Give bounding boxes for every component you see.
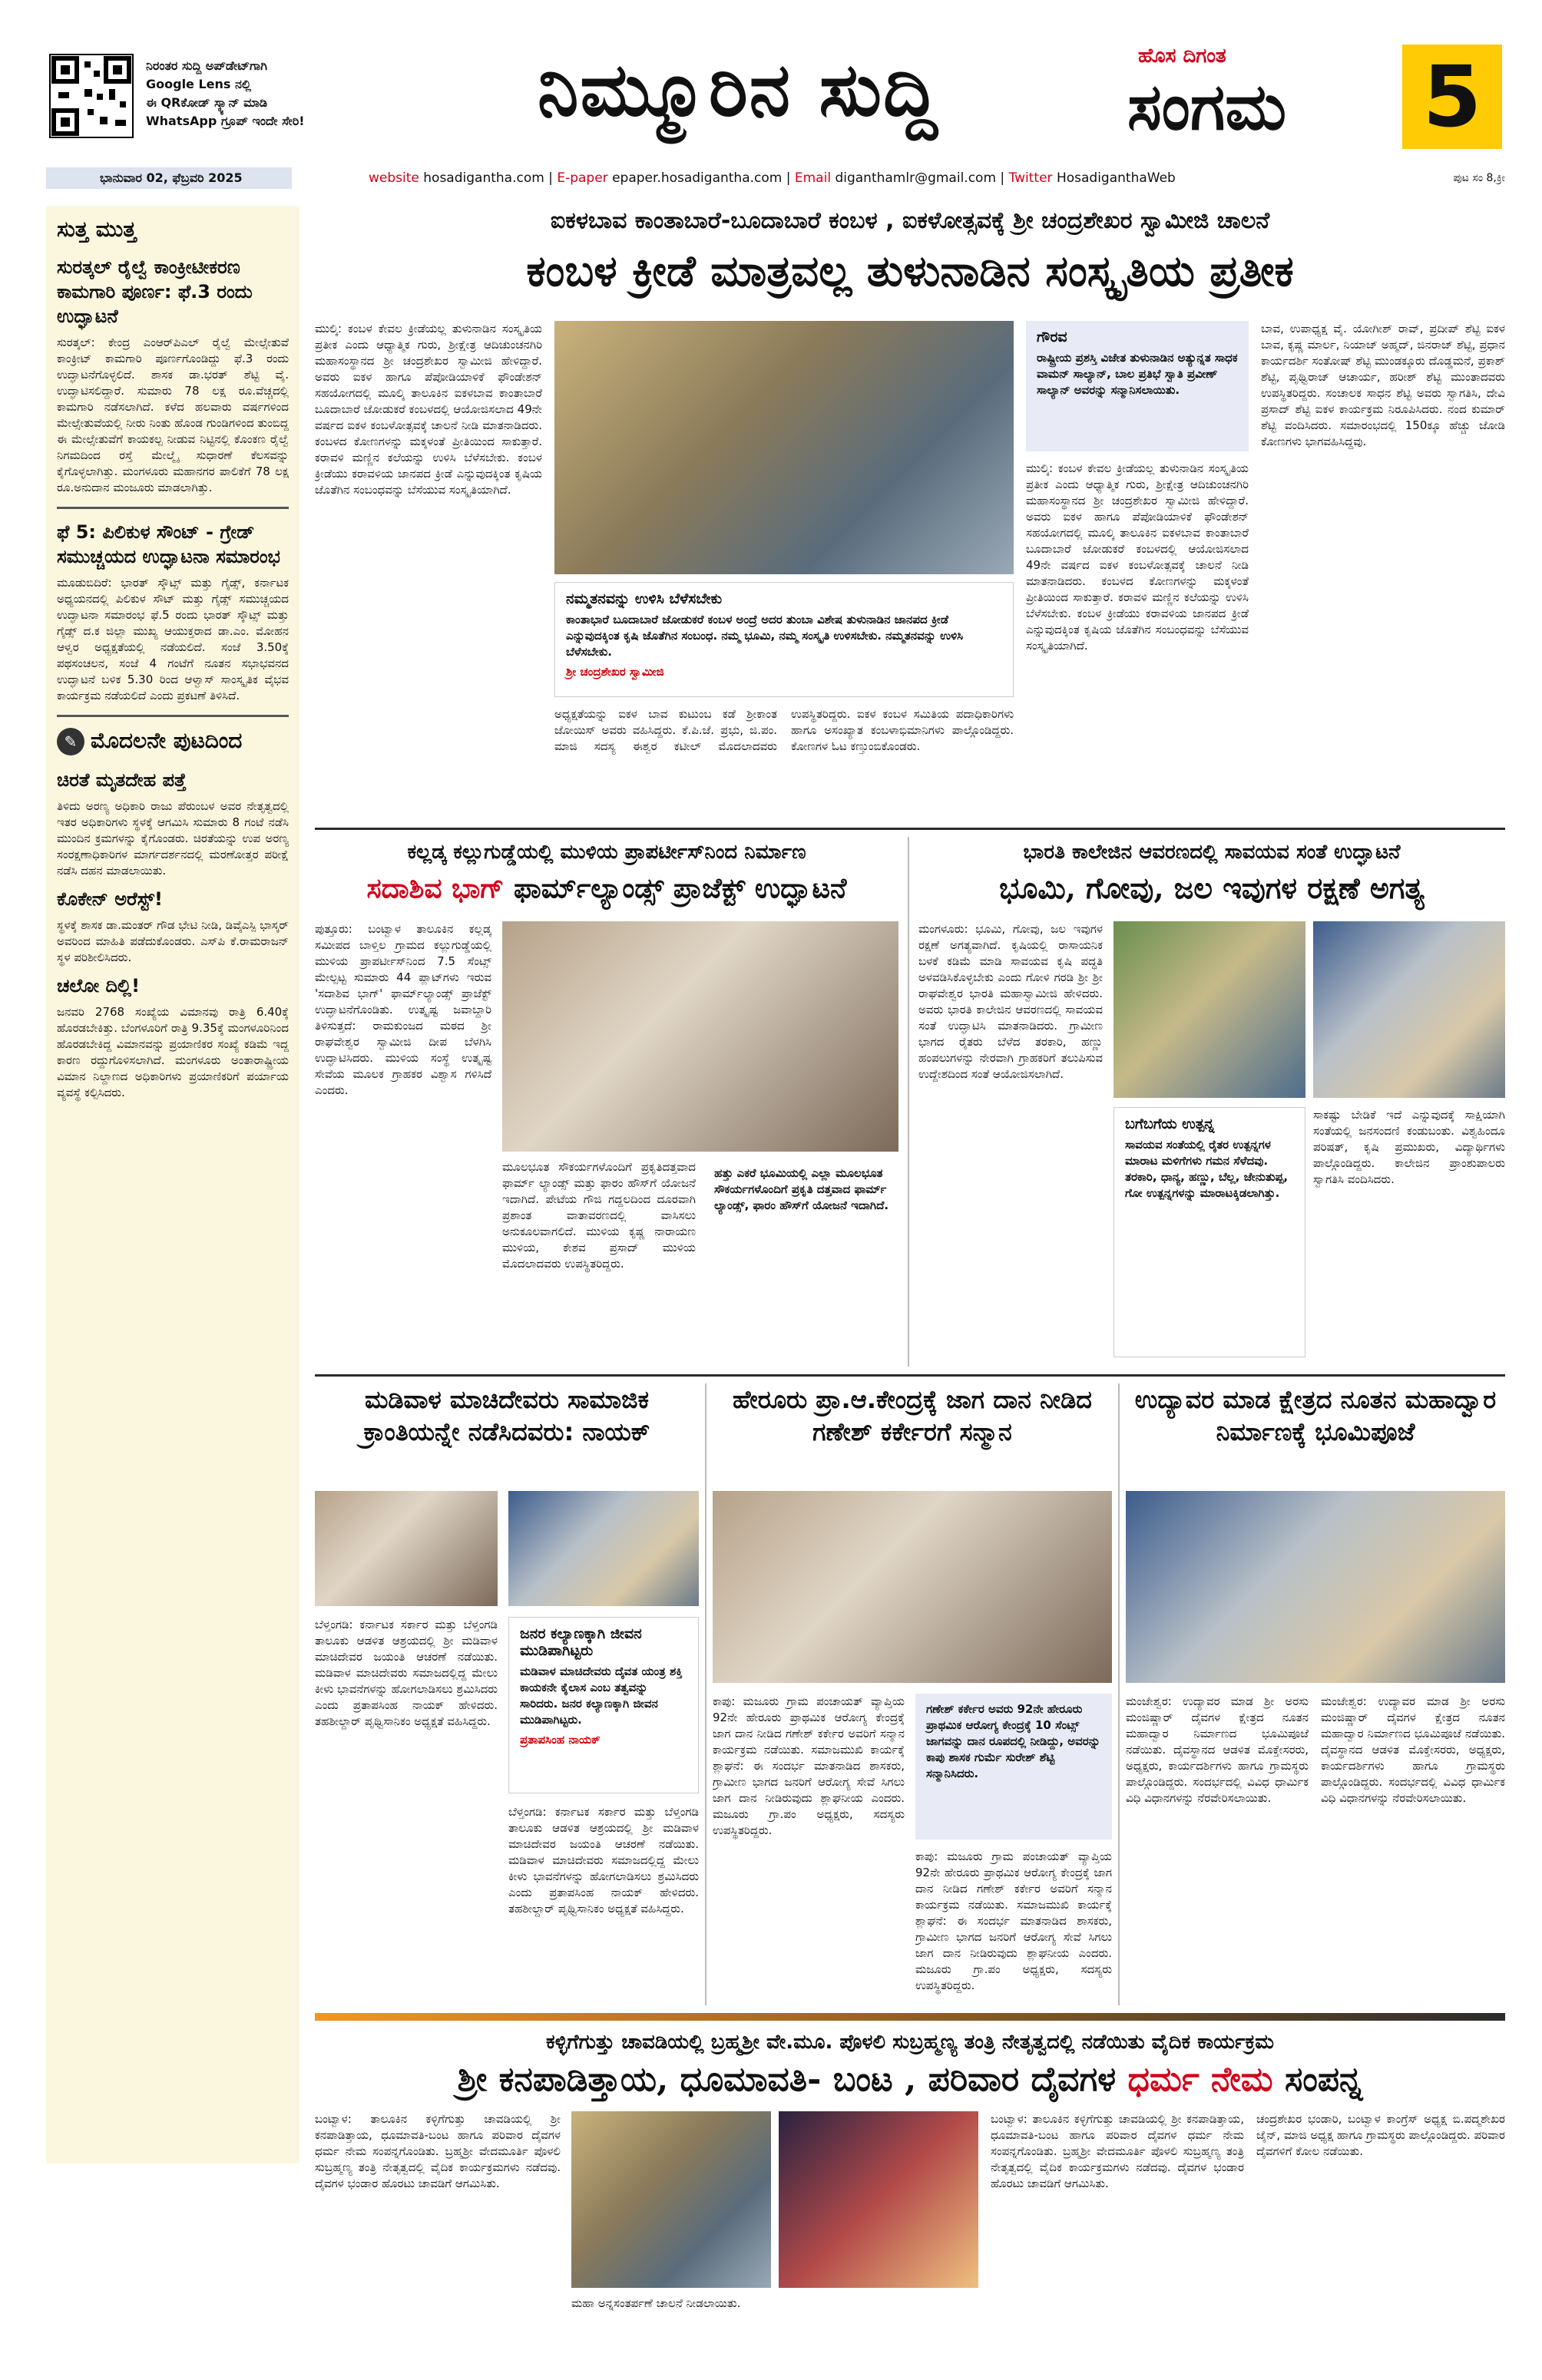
- promo-line: ನಿರಂತರ ಸುದ್ದಿ ಅಪ್‌ಡೇಟ್‌ಗಾಗಿ: [146, 58, 268, 73]
- article-body: ಬಂಟ್ವಾಳ: ತಾಲೂಕಿನ ಕಳ್ಳಿಗೆಗುತ್ತು ಚಾವಡಿಯಲ್ಲಿ ಶ್ರೀ ಕನಪಾಡಿತ್ತಾಯ, ಧೂಮಾವತಿ-ಬಂಟ ಹಾಗೂ ಪರಿವಾರ ದೈವಗಳ ಧರ್ಮ ನೇಮ ಸಂಪನ್ನಗೊಂಡಿತು. ಬ್ರಹ್ಮಶ್ರೀ ವೇದಮೂರ್ತಿ ಪೊಳಲಿ ಸುಬ್ರಹ್ಮಣ್ಯ ತಂತ್ರಿ ನೇತೃತ್ವದಲ್ಲಿ ವೈದಿಕ ಕಾರ್ಯಕ್ರಮಗಳು ನಡೆದವು. ದೈವಗಳ ಭಂಡಾರ ಹೊರಟು ಚಾವಡಿಗೆ ಆಗಮಿಸಿತು.: [315, 2112, 561, 2190]
- quote-author: ಪ್ರತಾಪಸಿಂಹ ನಾಯಕ್: [520, 1733, 601, 1747]
- promo-line: ಈ QRಕೋಡ್ ಸ್ಕ್ಯಾನ್ ಮಾಡಿ: [146, 95, 268, 110]
- headline: ಚಿರತೆ ಮೃತದೇಹ ಪತ್ತೆ: [57, 769, 187, 791]
- issue-date: ಭಾನುವಾರ 02, ಫೆಬ್ರವರಿ 2025: [46, 167, 292, 189]
- ritual-photo: [779, 2111, 978, 2288]
- box-body: ಗಣೇಶ್ ಕರ್ಕೇರ ಅವರು 92ನೇ ಹೇರೂರು ಪ್ರಾಥಮಿಕ ಆರೋಗ್ಯ ಕೇಂದ್ರಕ್ಕೆ 10 ಸೆಂಟ್ಸ್ ಜಾಗವನ್ನು ದಾನ ರೂಪದಲ್ಲಿ ನೀಡಿದ್ದು, ಅವರನ್ನು ಕಾಪು ಶಾಸಕ ಗುರ್ಮೆ ಸುರೇಶ್ ಶೆಟ್ಟಿ ಸನ್ಮಾನಿಸಿದರು.: [926, 1702, 1100, 1780]
- article-body: ಬಂಟ್ವಾಳ: ತಾಲೂಕಿನ ಕಳ್ಳಿಗೆಗುತ್ತು ಚಾವಡಿಯಲ್ಲಿ ಶ್ರೀ ಕನಪಾಡಿತ್ತಾಯ, ಧೂಮಾವತಿ-ಬಂಟ ಹಾಗೂ ಪರಿವಾರ ದೈವಗಳ ಧರ್ಮ ನೇಮ ಸಂಪನ್ನಗೊಂಡಿತು. ಬ್ರಹ್ಮಶ್ರೀ ವೇದಮೂರ್ತಿ ಪೊಳಲಿ ಸುಬ್ರಹ್ಮಣ್ಯ ತಂತ್ರಿ ನೇತೃತ್ವದಲ್ಲಿ ವೈದಿಕ ಕಾರ್ಯಕ್ರಮಗಳು ನಡೆದವು. ದೈವಗಳ ಭಂಡಾರ ಹೊರಟು ಚಾವಡಿಗೆ ಆಗಮಿಸಿತು.: [991, 2112, 1244, 2190]
- felicitation-photo: [713, 1491, 1112, 1683]
- divider: [705, 1383, 706, 2005]
- story-kicker: ಕಳ್ಳಿಗೆಗುತ್ತು ಚಾವಡಿಯಲ್ಲಿ ಬ್ರಹ್ಮಶ್ರೀ ವೇ.ಮೂ. ಪೊಳಲಿ ಸುಬ್ರಹ್ಮಣ್ಯ ತಂತ್ರಿ ನೇತೃತ್ವದಲ್ಲಿ ನಡೆಯಿತು ವೈದಿಕ ಕಾರ್ಯಕ್ರಮ: [545, 2031, 1275, 2054]
- divider: [1118, 1383, 1120, 2005]
- paper-title: ನಿಮ್ಮೂರಿನ ಸುದ್ದಿ: [538, 46, 939, 133]
- continued-title: [57, 728, 289, 755]
- brand-top: ಹೊಸ ದಿಗಂತ: [1138, 45, 1226, 68]
- quote-box: [508, 1617, 699, 1793]
- article-body: ಮುಲ್ಕಿ: ಕಂಬಳ ಕೇವಲ ಕ್ರೀಡೆಯಲ್ಲ ತುಳುನಾಡಿನ ಸಂಸ್ಕೃತಿಯ ಪ್ರತೀಕ ಎಂದು ಆಧ್ಯಾತ್ಮಿಕ ಗುರು, ಶ್ರೀಕ್ಷೇತ್ರ ಆದಿಚುಂಚನಗಿರಿ ಮಹಾಸಂಸ್ಥಾನದ ಶ್ರೀ ಚಂದ್ರಶೇಖರ ಸ್ವಾಮೀಜಿ ಹೇಳಿದ್ದಾರೆ. ಅವರು ಐಕಳ ಹಾಗೂ ಪೆಪೋಡಿಯಾಳಿಕೆ ಫೌಂಡೇಶನ್ ಸಹಯೋಗದಲ್ಲಿ ಮೂಲ್ಕಿ ತಾಲೂಕಿನ ಐಕಳಬಾವ ಕಾಂತಾಬಾರೆ ಬೂದಾಬಾರೆ ಜೋಡುಕರೆ ಕಂಬಳದಲ್ಲಿ ಆಯೋಜಿಸಲಾದ 49ನೇ ವರ್ಷದ ಐಕಳ ಕಂಬಳೋತ್ಸವಕ್ಕೆ ಚಾಲನೆ ನೀಡಿ ಮಾತನಾಡಿದರು. ಕಂಬಳದ ಕೋಣಗಳನ್ನು ಮಕ್ಕಳಂತೆ ಪ್ರೀತಿಯಿಂದ ಸಾಕುತ್ತಾರೆ. ಕರಾವಳಿ ಮಣ್ಣಿನ ಕಲೆಯನ್ನು ಉಳಿಸಿ ಬೆಳೆಸಬೇಕು. ಕಂಬಳ ಕ್ರೀಡೆಯು ಕರಾವಳಿಯ ಜಾನಪದ ಕ್ರೀಡೆ ಎನ್ನುವುದಕ್ಕಿಂತ ಕೃಷಿಯ ಜೊತೆಗಿನ ಸಂಬಂಧವನ್ನು ಬೆಸೆಯುವ ಸಂಸ್ಕೃತಿಯಾಗಿದೆ.: [1026, 461, 1249, 653]
- article-body: ಸ್ಥಳಕ್ಕೆ ಶಾಸಕ ಡಾ.ಮಂತರ್ ಗೌಡ ಭೇಟಿ ನೀಡಿ, ಡಿವೈಎಸ್ಪಿ ಭಾಸ್ಕರ್ ಅವರಿಂದ ಮಾಹಿತಿ ಪಡೆದುಕೊಂಡರು. ಎಸ್‌ಪಿ ಕೆ.ರಾಮರಾಜನ್ ಸ್ಥಳ ಪರಿಶೀಲಿಸಿದರು.: [57, 918, 289, 964]
- article-body: ಮೂಲಭೂತ ಸೌಕರ್ಯಗಳೊಂದಿಗೆ ಪ್ರಕೃತಿದತ್ತವಾದ ಫಾರ್ಮ್ ಲ್ಯಾಂಡ್ಸ್ ಮತ್ತು ಫಾರಂ ಹೌಸ್‌ಗೆ ಯೋಜನೆ ಇದಾಗಿದೆ. ಪೇಟೆಯ ಗೌಜಿ ಗದ್ದಲದಿಂದ ದೂರವಾಗಿ ಪ್ರಶಾಂತ ವಾತಾವರಣದಲ್ಲಿ ವಾಸಿಸಲು ಅನುಕೂಲವಾಗಲಿದೆ. ಮುಳಿಯ ಕೃಷ್ಣ ನಾರಾಯಣ ಮುಳಿಯ, ಕೇಶವ ಪ್ರಸಾದ್ ಮುಳಿಯ ಮೊದಲಾದವರು ಉಪಸ್ಥಿತರಿದ್ದರು.: [502, 1160, 696, 1271]
- contact-links: website hosadigantha.com | E-paper epaper.hosadigantha.com | Email diganthamlr@gmail.com | Twitter HosadiganthaWeb: [369, 170, 1176, 186]
- article-body: ಚಂದ್ರಶೇಖರ ಭಂಡಾರಿ, ಬಂಟ್ವಾಳ ಕಾಂಗ್ರೆಸ್ ಅಧ್ಯಕ್ಷ ಬಿ.ಪದ್ಮಶೇಖರ ಜೈನ್, ಮಾಜಿ ಅಧ್ಯಕ್ಷ ಹಾಗೂ ಗ್ರಾಮಸ್ಥರು ಪಾಲ್ಗೊಂಡಿದ್ದರು. ಪರಿವಾರ ದೈವಗಳಿಗೆ ಕೋಲ ನಡೆಯಿತು.: [1256, 2112, 1505, 2158]
- story-kicker: ಐಕಳಬಾವ ಕಾಂತಾಬಾರೆ-ಬೂದಾಬಾರೆ ಕಂಬಳ , ಐಕಳೋತ್ಸವಕ್ಕೆ ಶ್ರೀ ಚಂದ್ರಶೇಖರ ಸ್ವಾಮೀಜಿ ಚಾಲನೆ: [550, 207, 1270, 234]
- photo-caption: ಮಹಾ ಅನ್ನಸಂತರ್ಪಣೆ ಚಾಲನೆ ನೀಡಲಾಯಿತು.: [571, 2296, 741, 2310]
- headline: ಫೆ 5: ಪಿಲಿಕುಳ ಸೌಂಟ್ - ಗ್ರೇಡ್ ಸಮುಚ್ಚಯದ ಉದ್ಘಾಟನಾ ಸಮಾರಂಭ: [57, 521, 280, 567]
- bhoomipooja-photo: [1126, 1491, 1505, 1683]
- quote-box: [554, 582, 1014, 697]
- stall-photo: [1313, 921, 1505, 1098]
- headline: ಚಲೋ ದಿಲ್ಲಿ!: [57, 975, 141, 997]
- story-kicker: ಭಾರತಿ ಕಾಲೇಜಿನ ಆವರಣದಲ್ಲಿ ಸಾವಯವ ಸಂತೆ ಉದ್ಘಾಟನೆ: [1023, 841, 1401, 864]
- box-body: ಸಾವಯವ ಸಂತೆಯಲ್ಲಿ ರೈತರ ಉತ್ಪನ್ನಗಳ ಮಾರಾಟ ಮಳಿಗೆಗಳು ಗಮನ ಸೆಳೆದವು. ತರಕಾರಿ, ಧಾನ್ಯ, ಹಣ್ಣು, ಬೆಲ್ಲ, ಜೇನುತುಪ್ಪ, ಗೋ ಉತ್ಪನ್ನಗಳನ್ನು ಮಾರಾಟಕ್ಕಿಡಲಾಗಿತ್ತು.: [1125, 1138, 1289, 1200]
- quote-body: ಕಾಂತಾಭಾರೆ ಬೂದಾಬಾರೆ ಜೋಡುಕರೆ ಕಂಬಳ ಅಂದ್ರೆ ಅದರ ತುಂಬಾ ವಿಶೇಷ ತುಳುನಾಡಿನ ಜಾನಪದ ಕ್ರೀಡೆ ಎನ್ನುವುದಕ್ಕಿಂತ ಕೃಷಿ ಜೊತೆಗಿನ ಸಂಬಂಧ. ನಮ್ಮ ಭೂಮಿ, ನಮ್ಮ ಸಂಸ್ಕೃತಿ ಉಳಿಸಬೇಕು. ನಮ್ಮತನವನ್ನು ಉಳಿಸಿ ಬೆಳೆಸಬೇಕು.: [566, 613, 964, 659]
- story-kicker: ಕಲ್ಲಡ್ಕ ಕಲ್ಲುಗುಡ್ಡೆಯಲ್ಲಿ ಮುಳಿಯ ಪ್ರಾಪರ್ಟೀಸ್‌ನಿಂದ ನಿರ್ಮಾಣ: [407, 841, 806, 864]
- story-headline: ಉದ್ಯಾವರ ಮಾಡ ಕ್ಷೇತ್ರದ ನೂತನ ಮಹಾದ್ವಾರ ನಿರ್ಮಾಣಕ್ಕೆ ಭೂಮಿಪೂಜೆ: [1134, 1385, 1497, 1446]
- pencil-icon: ✎: [57, 728, 84, 755]
- article-body: ಮಂಜೇಶ್ವರ: ಉದ್ಯಾವರ ಮಾಡ ಶ್ರೀ ಅರಸು ಮಂಜಿಷ್ಣಾರ್ ದೈವಗಳ ಕ್ಷೇತ್ರದ ನೂತನ ಮಹಾದ್ವಾರ ನಿರ್ಮಾಣದ ಭೂಮಿಪೂಜೆ ನಡೆಯಿತು. ದೈವಸ್ಥಾನದ ಆಡಳಿತ ಮೊಕ್ತೇಸರರು, ಅಧ್ಯಕ್ಷರು, ಕಾರ್ಯದರ್ಶಿಗಳು ಹಾಗೂ ಗ್ರಾಮಸ್ಥರು ಪಾಲ್ಗೊಂಡಿದ್ದರು. ಸಂದರ್ಭದಲ್ಲಿ ವಿವಿಧ ಧಾರ್ಮಿಕ ವಿಧಿ ವಿಧಾನಗಳನ್ನು ನೆರವೇರಿಸಲಾಯಿತು.: [1126, 1694, 1309, 1805]
- heruru-story: [713, 1383, 1112, 2005]
- divider: [57, 507, 289, 509]
- article-body: ಸುರತ್ಕಲ್: ಕೇಂದ್ರ ಎಂಆರ್‌ಪಿಎಲ್ ರೈಲ್ವೆ ಮೇಲ್ಸೇತುವೆ ಕಾಂಕ್ರೀಟ್ ಕಾಮಗಾರಿ ಪೂರ್ಣಗೊಂಡಿದ್ದು ಫೆ.3 ರಂದು ಉದ್ಘಾಟನೆಗೊಳ್ಳಲಿದೆ. ಶಾಸಕ ಡಾ.ಭರತ್ ಶೆಟ್ಟಿ ವೈ. ಉದ್ಘಾಟಿಸಲಿದ್ದಾರೆ. ಸುಮಾರು 78 ಲಕ್ಷ ರೂ.ವೆಚ್ಚದಲ್ಲಿ ಕಾಮಗಾರಿ ನಡೆಸಲಾಗಿದೆ. ಕಳೆದ ಹಲವಾರು ವರ್ಷಗಳಿಂದ ಮೇಲ್ಸೇತುವೆಯಲ್ಲಿ ನೀರು ನಿಂತು ಹೊಂಡ ಗುಂಡಿಗಳಿಂದ ತುಂಬಿದ್ದ ಈ ಮೇಲ್ಸೇತುವೆಗೆ ಕಾಯಕಲ್ಪ ನೀಡುವ ನಿಟ್ಟಿನಲ್ಲಿ ಕೊಂಕಣ ರೈಲ್ವೆ ನಿಗಮದಿಂದ ರಸ್ತೆ ಮೇಲ್ಮೈ ಸುಧಾರಣೆ ಕೆಲಸವನ್ನು ಕೈಗೊಳ್ಳಲಾಗಿತ್ತು. ಮಂಗಳೂರು ಮಹಾನಗರ ಪಾಲಿಕೆಗೆ 78 ಲಕ್ಷ ರೂ.ಅನುದಾನ ಮಂಜೂರು ಮಾಡಲಾಗಿತ್ತು.: [57, 336, 289, 494]
- headline-highlight: ಸದಾಶಿವ ಭಾಗ್: [366, 872, 505, 904]
- article-body: ಬೆಳ್ತಂಗಡಿ: ಕರ್ನಾಟಕ ಸರ್ಕಾರ ಮತ್ತು ಬೆಳ್ತಂಗಡಿ ತಾಲೂಕು ಆಡಳಿತ ಆಶ್ರಯದಲ್ಲಿ ಶ್ರೀ ಮಡಿವಾಳ ಮಾಚಿದೇವರ ಜಯಂತಿ ಆಚರಣೆ ನಡೆಯಿತು. ಮಡಿವಾಳ ಮಾಚಿದೇವರು ಸಮಾಜದಲ್ಲಿದ್ದ ಮೇಲು ಕೀಳು ಭಾವನೆಗಳನ್ನು ಹೋಗಲಾಡಿಸಲು ಶ್ರಮಿಸಿದರು ಎಂದು ಪ್ರತಾಪಸಿಂಹ ನಾಯಕ್ ಹೇಳಿದರು. ತಹಶೀಲ್ದಾರ್ ಪೃಥ್ವಿಸಾನಿಕಂ ಅಧ್ಯಕ್ಷತೆ ವಹಿಸಿದ್ದರು.: [315, 1618, 498, 1728]
- story-headline: ಕಂಬಳ ಕ್ರೀಡೆ ಮಾತ್ರವಲ್ಲ ತುಳುನಾಡಿನ ಸಂಸ್ಕೃತಿಯ ಪ್ರತೀಕ: [526, 246, 1294, 296]
- box-title: ಗೌರವ: [1037, 329, 1067, 345]
- whatsapp-promo: [146, 57, 453, 131]
- qr-code-icon: [49, 54, 134, 138]
- divider: [315, 1374, 1505, 1377]
- products-box: [1113, 1107, 1305, 1357]
- quote-body: ಮಡಿವಾಳ ಮಾಚಿದೇವರು ದೈವತ ಯಂತ್ರ ಶಕ್ತಿ ಕಾಯಕನೇ ಕೈಲಾಸ ಎಂಬ ತತ್ವವನ್ನು ಸಾರಿದರು. ಜನರ ಕಲ್ಯಾಣಕ್ಕಾಗಿ ಜೀವನ ಮುಡಿಪಾಗಿಟ್ಟರು.: [520, 1664, 683, 1727]
- promo-line: WhatsApp ಗ್ರೂಪ್ ಇಂದೇ ಸೇರಿ!: [146, 114, 305, 128]
- story-headline: ಹೇರೂರು ಪ್ರಾ.ಆ.ಕೇಂದ್ರಕ್ಕೆ ಜಾಗ ದಾನ ನೀಡಿದ ಗಣೇಶ್ ಕರ್ಕೇರಗೆ ಸನ್ಮಾನ: [733, 1385, 1092, 1446]
- ritual-story: [315, 2027, 1505, 2365]
- main-story: [315, 206, 1505, 820]
- email-label: Email: [794, 170, 832, 186]
- college-story: [918, 837, 1505, 1367]
- box-title: ಬಗೆಬಗೆಯ ಉತ್ಪನ್ನ: [1125, 1116, 1215, 1132]
- event-photo: [315, 1491, 498, 1606]
- udyavar-story: [1126, 1383, 1505, 2005]
- brand-main: ಸಂಗಮ: [1127, 69, 1287, 144]
- divider: [57, 715, 289, 717]
- email-link[interactable]: diganthamlr@gmail.com: [835, 170, 997, 186]
- section-title: ಸುತ್ತ ಮುತ್ತ: [57, 217, 137, 242]
- story-headline: ಮಡಿವಾಳ ಮಾಚಿದೇವರು ಸಾಮಾಜಿಕ ಕ್ರಾಂತಿಯನ್ನೇ ನಡೆಸಿದವರು: ನಾಯಕ್: [363, 1385, 650, 1446]
- website-link[interactable]: hosadigantha.com: [423, 170, 544, 186]
- farmland-story: [315, 837, 898, 1367]
- article-body: ಸಾಕಷ್ಟು ಬೇಡಿಕೆ ಇದೆ ಎನ್ನುವುದಕ್ಕೆ ಸಾಕ್ಷಿಯಾಗಿ ಸಂತೆಯಲ್ಲಿ ಜನಸಂದಣಿ ಕಂಡುಬಂತು. ವಿಶ್ವಹಿಂದೂ ಪರಿಷತ್, ಕೃಷಿ ಪ್ರಮುಖರು, ವಿದ್ಯಾರ್ಥಿಗಳು ಪಾಲ್ಗೊಂಡಿದ್ದರು. ಕಾಲೇಜಿನ ಪ್ರಾಂಶುಪಾಲರು ಸ್ವಾಗತಿಸಿ ವಂದಿಸಿದರು.: [1313, 1108, 1505, 1186]
- ritual-photo: [571, 2111, 771, 2288]
- quote-author: ಶ್ರೀ ಚಂದ್ರಶೇಖರ ಸ್ವಾಮೀಜಿ: [566, 665, 664, 679]
- box-body: ರಾಷ್ಟ್ರೀಯ ಪ್ರಶಸ್ತಿ ವಿಜೇತ ತುಳುನಾಡಿನ ಅತ್ಯುನ್ನತ ಸಾಧಕ ವಾಮನ್ ಸಾಲ್ಯಾನ್, ಬಾಲ ಪ್ರತಿಭೆ ಸ್ವಾತಿ ಪ್ರವೀಣ್ ಸಾಲ್ಯಾನ್ ಅವರನ್ನು ಸನ್ಮಾನಿಸಲಾಯಿತು.: [1037, 351, 1238, 397]
- article-body: ಮೂಡುಬಿದಿರೆ: ಭಾರತ್ ಸ್ಕೌಟ್ಸ್ ಮತ್ತು ಗೈಡ್ಸ್, ಕರ್ನಾಟಕ ಅಧ್ಯಯನದಲ್ಲಿ ಪಿಲಿಕುಳ ಸೌಟ್ ಮತ್ತು ಗೈಡ್ಸ್ ಸಮುಚ್ಚಯದ ಉದ್ಘಾಟನಾ ಸಮಾರಂಭ ಫೆ.5 ರಂದು ಭಾರತ್ ಸ್ಕೌಟ್ಸ್ ಮತ್ತು ಗೈಡ್ಸ್ ದ.ಕ ಜಿಲ್ಲಾ ಮುಖ್ಯ ಆಯುಕ್ತರಾದ ಡಾ.ಎಂ. ಮೋಹನ ಆಳ್ವರ ಅಧ್ಯಕ್ಷತೆಯಲ್ಲಿ ನಡೆಯಲಿದೆ. ಸಂಜೆ 3.50ಕ್ಕೆ ಪಥಸಂಚಲನ, ಸಂಜೆ 4 ಗಂಟೆಗೆ ನೂತನ ಸಭಾಭವನದ ಉದ್ಘಾಟನೆ ಬಳಿಕ 5.30 ರಿಂದ ಆಳ್ವಾಸ್ ಸಾಂಸ್ಕೃತಿಕ ವೈಭವ ಕಾರ್ಯಕ್ರಮ ನಡೆಯಲಿದೆ ಎಂದು ಪ್ರಕಟಣೆ ತಿಳಿಸಿದೆ.: [57, 576, 289, 702]
- story-headline: [315, 2061, 1505, 2099]
- headline-highlight: ಧರ್ಮ ನೇಮ: [1127, 2060, 1273, 2099]
- headline: ಕೊಕೇನ್ ಅರೆಸ್ಟ್!: [57, 888, 163, 910]
- article-body: ಮುಲ್ಕಿ: ಕಂಬಳ ಕೇವಲ ಕ್ರೀಡೆಯಲ್ಲ ತುಳುನಾಡಿನ ಸಂಸ್ಕೃತಿಯ ಪ್ರತೀಕ ಎಂದು ಆಧ್ಯಾತ್ಮಿಕ ಗುರು, ಶ್ರೀಕ್ಷೇತ್ರ ಆದಿಚುಂಚನಗಿರಿ ಮಹಾಸಂಸ್ಥಾನದ ಶ್ರೀ ಚಂದ್ರಶೇಖರ ಸ್ವಾಮೀಜಿ ಹೇಳಿದ್ದಾರೆ. ಅವರು ಐಕಳ ಹಾಗೂ ಪೆಪೋಡಿಯಾಳಿಕೆ ಫೌಂಡೇಶನ್ ಸಹಯೋಗದಲ್ಲಿ ಮೂಲ್ಕಿ ತಾಲೂಕಿನ ಐಕಳಬಾವ ಕಾಂತಾಬಾರೆ ಬೂದಾಬಾರೆ ಜೋಡುಕರೆ ಕಂಬಳದಲ್ಲಿ ಆಯೋಜಿಸಲಾದ 49ನೇ ವರ್ಷದ ಐಕಳ ಕಂಬಳೋತ್ಸವಕ್ಕೆ ಚಾಲನೆ ನೀಡಿ ಮಾತನಾಡಿದರು. ಕಂಬಳದ ಕೋಣಗಳನ್ನು ಮಕ್ಕಳಂತೆ ಪ್ರೀತಿಯಿಂದ ಸಾಕುತ್ತಾರೆ. ಕರಾವಳಿ ಮಣ್ಣಿನ ಕಲೆಯನ್ನು ಉಳಿಸಿ ಬೆಳೆಸಬೇಕು. ಕಂಬಳ ಕ್ರೀಡೆಯು ಕರಾವಳಿಯ ಜಾನಪದ ಕ್ರೀಡೆ ಎನ್ನುವುದಕ್ಕಿಂತ ಕೃಷಿಯ ಜೊತೆಗಿನ ಸಂಬಂಧವನ್ನು ಬೆಸೆಯುವ ಸಂಸ್ಕೃತಿಯಾಗಿದೆ.: [315, 322, 542, 497]
- highlight-note: [706, 1159, 898, 1290]
- article-body: ಮಂಜೇಶ್ವರ: ಉದ್ಯಾವರ ಮಾಡ ಶ್ರೀ ಅರಸು ಮಂಜಿಷ್ಣಾರ್ ದೈವಗಳ ಕ್ಷೇತ್ರದ ನೂತನ ಮಹಾದ್ವಾರ ನಿರ್ಮಾಣದ ಭೂಮಿಪೂಜೆ ನಡೆಯಿತು. ದೈವಸ್ಥಾನದ ಆಡಳಿತ ಮೊಕ್ತೇಸರರು, ಅಧ್ಯಕ್ಷರು, ಕಾರ್ಯದರ್ಶಿಗಳು ಹಾಗೂ ಗ್ರಾಮಸ್ಥರು ಪಾಲ್ಗೊಂಡಿದ್ದರು. ಸಂದರ್ಭದಲ್ಲಿ ವಿವಿಧ ಧಾರ್ಮಿಕ ವಿಧಿ ವಿಧಾನಗಳನ್ನು ನೆರವೇರಿಸಲಾಯಿತು.: [1321, 1694, 1505, 1805]
- article-body: ಕಾಪು: ಮಜೂರು ಗ್ರಾಮ ಪಂಚಾಯತ್ ವ್ಯಾಪ್ತಿಯ 92ನೇ ಹೇರೂರು ಪ್ರಾಥಮಿಕ ಆರೋಗ್ಯ ಕೇಂದ್ರಕ್ಕೆ ಜಾಗ ದಾನ ನೀಡಿದ ಗಣೇಶ್ ಕರ್ಕೇರ ಅವರಿಗೆ ಸನ್ಮಾನ ಕಾರ್ಯಕ್ರಮ ನಡೆಯಿತು. ಸಮಾಜಮುಖಿ ಕಾರ್ಯಕ್ಕೆ ಶ್ಲಾಘನೆ: ಈ ಸಂದರ್ಭ ಮಾತನಾಡಿದ ಶಾಸಕರು, ಗ್ರಾಮೀಣ ಭಾಗದ ಜನರಿಗೆ ಆರೋಗ್ಯ ಸೇವೆ ಸಿಗಲು ಜಾಗ ದಾನ ನೀಡಿರುವುದು ಶ್ಲಾಘನೀಯ ಎಂದರು. ಮಜೂರು ಗ್ರಾ.ಪಂ ಅಧ್ಯಕ್ಷರು, ಸದಸ್ಯರು ಉಪಸ್ಥಿತರಿದ್ದರು.: [915, 1849, 1112, 1992]
- market-photo: [1113, 921, 1305, 1098]
- kambala-photo: [554, 321, 1014, 574]
- article-body: ತಿಳಿದು ಅರಣ್ಯ ಅಧಿಕಾರಿ ರಾಜು ಪೆರುಂಬಳ ಅವರ ನೇತೃತ್ವದಲ್ಲಿ ಇತರ ಅಧಿಕಾರಿಗಳು ಸ್ಥಳಕ್ಕೆ ಆಗಮಿಸಿ ಸುಮಾರು 8 ಗಂಟೆ ನಡೆಸಿ ಮುಂದಿನ ಕ್ರಮಗಳನ್ನು ಕೈಗೊಂಡರು. ಚಿರತೆಯನ್ನು ಉಪ ಅರಣ್ಯ ಸಂರಕ್ಷಣಾಧಿಕಾರಿಗಳ ಮಾರ್ಗದರ್ಶನದಲ್ಲಿ ಮರಣೋತ್ತರ ಪರೀಕ್ಷೆ ನಡೆಸಿ ದಹನ ಮಾಡಲಾಯಿತು.: [57, 799, 289, 878]
- article-body: ಬಾವ, ಉಪಾಧ್ಯಕ್ಷ ವೈ. ಯೋಗೀಶ್ ರಾವ್, ಪ್ರದೀಪ್ ಶೆಟ್ಟಿ ಐಕಳ ಬಾವ, ಕೃಷ್ಣ ಮಾರ್ಲ, ನಿಯಾಜ್ ಅಹ್ಮದ್, ಜಿನರಾಜ್ ಶೆಟ್ಟಿ, ಪ್ರಧಾನ ಕಾರ್ಯದರ್ಶಿ ಸಂತೋಷ್ ಶೆಟ್ಟಿ ಮುಂಡಕ್ಕೂರು ದೊಡ್ಡಮನೆ, ಪ್ರಕಾಶ್ ಶೆಟ್ಟಿ, ಪೃಥ್ವಿರಾಜ್ ಆಚಾರ್ಯ, ಹರೀಶ್ ಶೆಟ್ಟಿ ಮುಂತಾದವರು ಉಪಸ್ಥಿತರಿದ್ದರು. ಸಂಚಾಲಕ ಸಾಧನ ಶೆಟ್ಟಿ ಅವರು ಸ್ವಾಗತಿಸಿ, ದೇವಿ ಪ್ರಸಾದ್ ಶೆಟ್ಟಿ ಐಕಳ ಕಾರ್ಯಕ್ರಮ ನಿರೂಪಿಸಿದರು. ನಂದ ಕುಮಾರ್ ಶೆಟ್ಟಿ ವಂದಿಸಿದರು. ಸಮಾರಂಭದಲ್ಲಿ 150ಕ್ಕೂ ಹೆಚ್ಚು ಜೋಡಿ ಕೋಣಗಳು ಭಾಗವಹಿಸಿದ್ದವು.: [1261, 322, 1505, 448]
- date-bar: [46, 167, 1505, 189]
- headline-text: ಫಾರ್ಮ್‌ಲ್ಯಾಂಡ್ಸ್ ಪ್ರಾಜೆಕ್ಟ್ ಉದ್ಘಾಟನೆ: [513, 872, 847, 904]
- twitter-label: Twitter: [1008, 170, 1053, 186]
- gaurava-box: [1026, 321, 1249, 451]
- article-body: ಪುತ್ತೂರು: ಬಂಟ್ವಾಳ ತಾಲೂಕಿನ ಕಲ್ಲಡ್ಕ ಸಮೀಪದ ಬಾಳ್ತಿಲ ಗ್ರಾಮದ ಕಲ್ಲುಗುಡ್ಡೆಯಲ್ಲಿ ಮುಳಿಯ ಪ್ರಾಪರ್ಟೀಸ್‌ನಿಂದ 7.5 ಸೆಂಟ್ಸ್ ಮೇಲ್ಪಟ್ಟ ಸುಮಾರು 44 ಪ್ಲಾಟ್‌ಗಳು ಇರುವ 'ಸದಾಶಿವ ಭಾಗ್' ಫಾರ್ಮ್‌ಲ್ಯಾಂಡ್ಸ್ ಪ್ರಾಜೆಕ್ಟ್ ಉದ್ಘಾಟನೆಗೊಂಡಿತು. ಉತ್ಕೃಷ್ಟ ಜವಾಬ್ದಾರಿ ತಿಳಿಸುತ್ತದೆ: ರಾಮಕುಂಜದ ಮಠದ ಶ್ರೀ ರಾಘವೇಶ್ವರ ಸ್ವಾಮೀಜಿ ದೀಪ ಬೆಳಗಿಸಿ ಉದ್ಘಾಟಿಸಿದರು. ಮುಳಿಯ ಸಂಸ್ಥೆ ಉತ್ಕೃಷ್ಟ ಸೇವೆಯ ಮೂಲಕ ಗ್ರಾಹಕರ ವಿಶ್ವಾಸ ಗಳಿಸಿದೆ ಎಂದರು.: [315, 922, 491, 1097]
- event-photo: [508, 1491, 699, 1606]
- page-number: 5: [1402, 45, 1502, 149]
- left-column: [46, 206, 299, 2163]
- headline-text-end: ಸಂಪನ್ನ: [1284, 2060, 1363, 2099]
- article-body: ಬೆಳ್ತಂಗಡಿ: ಕರ್ನಾಟಕ ಸರ್ಕಾರ ಮತ್ತು ಬೆಳ್ತಂಗಡಿ ತಾಲೂಕು ಆಡಳಿತ ಆಶ್ರಯದಲ್ಲಿ ಶ್ರೀ ಮಡಿವಾಳ ಮಾಚಿದೇವರ ಜಯಂತಿ ಆಚರಣೆ ನಡೆಯಿತು. ಮಡಿವಾಳ ಮಾಚಿದೇವರು ಸಮಾಜದಲ್ಲಿದ್ದ ಮೇಲು ಕೀಳು ಭಾವನೆಗಳನ್ನು ಹೋಗಲಾಡಿಸಲು ಶ್ರಮಿಸಿದರು ಎಂದು ಪ್ರತಾಪಸಿಂಹ ನಾಯಕ್ ಹೇಳಿದರು. ತಹಶೀಲ್ದಾರ್ ಪೃಥ್ವಿಸಾನಿಕಂ ಅಧ್ಯಕ್ಷತೆ ವಹಿಸಿದ್ದರು.: [508, 1805, 699, 1916]
- highlight-text: ಹತ್ತು ಎಕರೆ ಭೂಮಿಯಲ್ಲಿ ಎಲ್ಲಾ ಮೂಲಭೂತ ಸೌಕರ್ಯಗಳೊಂದಿಗೆ ಪ್ರಕೃತಿ ದತ್ತವಾದ ಫಾರ್ಮ್ ಲ್ಯಾಂಡ್ಸ್, ಫಾರಂ ಹೌಸ್‌ಗೆ ಯೋಜನೆ ಇದಾಗಿದೆ.: [714, 1166, 889, 1212]
- continued-label: ಮೊದಲನೇ ಪುಟದಿಂದ: [91, 728, 243, 753]
- quote-title: ನಮ್ಮತನವನ್ನು ಉಳಿಸಿ ಬೆಳೆಸಬೇಕು: [566, 590, 723, 607]
- twitter-link[interactable]: HosadiganthaWeb: [1056, 170, 1176, 186]
- article-body: ಅಧ್ಯಕ್ಷತೆಯನ್ನು ಐಕಳ ಬಾವ ಕುಟುಂಬ ಕಡೆ ಶ್ರೀಕಾಂತ ಜೋಯಿಸ್ ಅವರು ವಹಿಸಿದ್ದರು. ಕೆ.ಪಿ.ಜೆ. ಪ್ರಭು, ಜಿ.ಪಂ. ಮಾಜಿ ಸದಸ್ಯ ಈಶ್ವರ ಕಟೀಲ್ ಮೊದಲಾದವರು ಉಪಸ್ಥಿತರಿದ್ದರು. ಐಕಳ ಕಂಬಳ ಸಮಿತಿಯ ಪದಾಧಿಕಾರಿಗಳು ಹಾಗೂ ಅಸಂಖ್ಯಾತ ಕಂಬಳಾಭಿಮಾನಿಗಳು ಪಾಲ್ಗೊಂಡಿದ್ದರು. ಕೋಣಗಳ ಓಟ ಕಣ್ತುಂಬಿಕೊಂಡರು.: [554, 707, 1014, 753]
- info-box: [915, 1694, 1112, 1840]
- article-body: ಜನವರಿ 2768 ಸಂಖ್ಯೆಯ ವಿಮಾನವು ರಾತ್ರಿ 6.40ಕ್ಕೆ ಹೊರಡಬೇಕಿತ್ತು. ಬೆಂಗಳೂರಿಗೆ ರಾತ್ರಿ 9.35ಕ್ಕೆ ಮಂಗಳೂರಿನಿಂದ ಹೊರಡಬೇಕಿದ್ದ ವಿಮಾನವನ್ನು ಪ್ರಯಾಣಿಕರ ಸಂಖ್ಯೆ ಕಡಿಮೆ ಇದ್ದ ಕಾರಣ ರದ್ದುಗೊಳಿಸಲಾಗಿದೆ. ಮಂಗಳೂರು ಅಂತಾರಾಷ್ಟ್ರೀಯ ವಿಮಾನ ನಿಲ್ದಾಣದ ಅಧಿಕಾರಿಗಳು ಪ್ರಯಾಣಿಕರಿಗೆ ಪರ್ಯಾಯ ವ್ಯವಸ್ಥೆ ಕಲ್ಪಿಸಿದರು.: [57, 1005, 289, 1099]
- article-body: ಕಾಪು: ಮಜೂರು ಗ್ರಾಮ ಪಂಚಾಯತ್ ವ್ಯಾಪ್ತಿಯ 92ನೇ ಹೇರೂರು ಪ್ರಾಥಮಿಕ ಆರೋಗ್ಯ ಕೇಂದ್ರಕ್ಕೆ ಜಾಗ ದಾನ ನೀಡಿದ ಗಣೇಶ್ ಕರ್ಕೇರ ಅವರಿಗೆ ಸನ್ಮಾನ ಕಾರ್ಯಕ್ರಮ ನಡೆಯಿತು. ಸಮಾಜಮುಖಿ ಕಾರ್ಯಕ್ಕೆ ಶ್ಲಾಘನೆ: ಈ ಸಂದರ್ಭ ಮಾತನಾಡಿದ ಶಾಸಕರು, ಗ್ರಾಮೀಣ ಭಾಗದ ಜನರಿಗೆ ಆರೋಗ್ಯ ಸೇವೆ ಸಿಗಲು ಜಾಗ ದಾನ ನೀಡಿರುವುದು ಶ್ಲಾಘನೀಯ ಎಂದರು. ಮಜೂರು ಗ್ರಾ.ಪಂ ಅಧ್ಯಕ್ಷರು, ಸದಸ್ಯರು ಉಪಸ್ಥಿತರಿದ್ದರು.: [713, 1694, 905, 1837]
- epaper-link[interactable]: epaper.hosadigantha.com: [612, 170, 783, 186]
- website-label: website: [369, 170, 419, 186]
- divider: [908, 837, 909, 1367]
- story-headline: ಭೂಮಿ, ಗೋವು, ಜಲ ಇವುಗಳ ರಕ್ಷಣೆ ಅಗತ್ಯ: [999, 871, 1425, 905]
- quote-title: ಜನರ ಕಲ್ಯಾಣಕ್ಕಾಗಿ ಜೀವನ ಮುಡಿಪಾಗಿಟ್ಟರು: [520, 1625, 642, 1659]
- madivala-story: [315, 1383, 699, 2005]
- inauguration-photo: [502, 921, 898, 1152]
- masthead: [0, 0, 1542, 150]
- headline: ಸುರತ್ಕಲ್ ರೈಲ್ವೆ ಕಾಂಕ್ರೀಟೀಕರಣ ಕಾಮಗಾರಿ ಪೂರ್ಣ: ಫೆ.3 ರಂದು ಉದ್ಘಾಟನೆ: [57, 256, 253, 327]
- page-code: ಪುಟ ಸಂ 8,ಕ್ರೀ: [1453, 172, 1505, 184]
- article-body: ಮಂಗಳೂರು: ಭೂಮಿ, ಗೋವು, ಜಲ ಇವುಗಳ ರಕ್ಷಣೆ ಅಗತ್ಯವಾಗಿದೆ. ಕೃಷಿಯಲ್ಲಿ ರಾಸಾಯನಿಕ ಬಳಕೆ ಕಡಿಮೆ ಮಾಡಿ ಸಾವಯವ ಕೃಷಿ ಪದ್ಧತಿ ಅಳವಡಿಸಿಕೊಳ್ಳಬೇಕು ಎಂದು ಗೋಳಿ ಗರಡಿ ಶ್ರೀ ಶ್ರೀ ರಾಘವೇಶ್ವರ ಭಾರತಿ ಮಹಾಸ್ವಾಮೀಜಿ ಹೇಳಿದರು. ಅವರು ಭಾರತಿ ಕಾಲೇಜಿನ ಆವರಣದಲ್ಲಿ ಸಾವಯವ ಸಂತೆ ಉದ್ಘಾಟಿಸಿ ಮಾತನಾಡಿದರು. ಗ್ರಾಮೀಣ ಭಾಗದ ರೈತರು ಬೆಳೆದ ತರಕಾರಿ, ಹಣ್ಣು ಹಂಪಲುಗಳನ್ನು ನೇರವಾಗಿ ಗ್ರಾಹಕರಿಗೆ ತಲುಪಿಸುವ ಉದ್ದೇಶದಿಂದ ಸಂತೆ ಆಯೋಜಿಸಲಾಗಿದೆ.: [918, 922, 1103, 1081]
- promo-line: Google Lens ನಲ್ಲಿ: [146, 77, 251, 91]
- divider: [315, 828, 1505, 830]
- story-headline: [315, 869, 898, 907]
- headline-text: ಶ್ರೀ ಕನಪಾಡಿತ್ತಾಯ, ಧೂಮಾವತಿ- ಬಂಟ , ಪರಿವಾರ ದೈವಗಳ: [457, 2060, 1117, 2099]
- divider: [315, 2013, 1505, 2021]
- epaper-label: E-paper: [557, 170, 608, 186]
